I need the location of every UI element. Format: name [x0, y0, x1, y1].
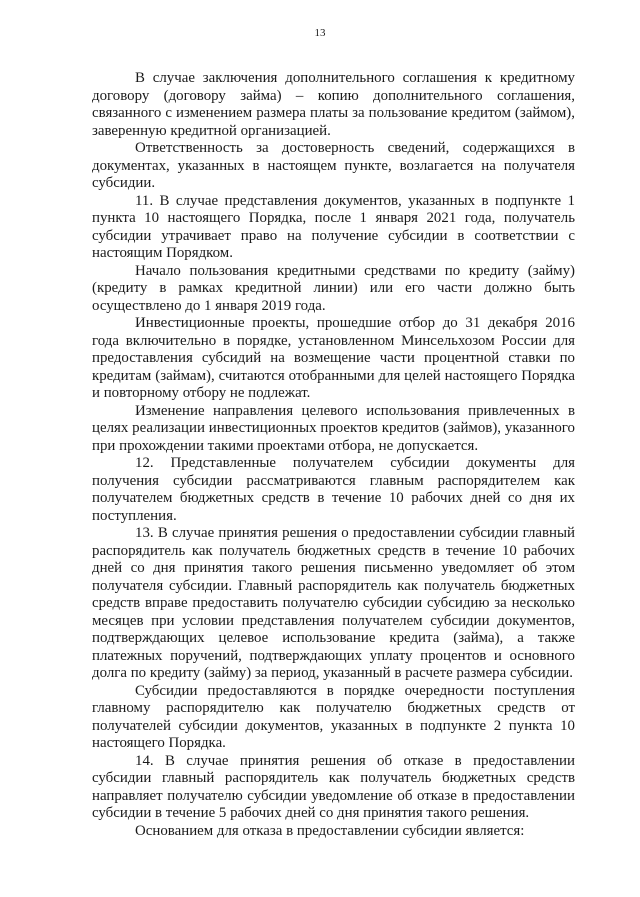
- paragraph: Начало пользования кредитными средствами по кредиту (займу) (кредиту в рамках кредитной линии) или его части должно быть осуществлено до 1 января 2019 года.: [92, 262, 575, 314]
- document-body: [92, 70, 575, 840]
- paragraph: Инвестиционные проекты, прошедшие отбор до 31 декабря 2016 года включительно в порядке, установленном Минсельхозом России для предоставления субсидий на возмещение части процентной ставки по кредитам (займам), считаются отобранными для целей настоящего Порядка и повторному отбору не подлежат.: [92, 315, 575, 401]
- paragraph: Субсидии предоставляются в порядке очередности поступления главному распорядителю как получателю бюджетных средств от получателей субсидии документов, указанных в подпункте 2 пункта 10 настоящего Порядка.: [92, 682, 575, 751]
- page-number: 13: [314, 27, 326, 39]
- paragraph: 13. В случае принятия решения о предоставлении субсидии главный распорядитель как получатель бюджетных средств в течение 10 рабочих дней со дня принятия такого решения письменно уведомляет об этом получателя субсидии. Главный распорядитель как получатель бюджетных средств вправе предоставить получателю субсидии субсидию за несколько месяцев при условии представления получателем субсидии документов, подтверждающих целевое использование кредита (займа), а также платежных поручений, подтверждающих уплату процентов и основного долга по кредиту (займу) за период, указанный в расчете размера субсидии.: [92, 525, 575, 681]
- paragraph: 11. В случае представления документов, указанных в подпункте 1 пункта 10 настоящего Порядка, после 1 января 2021 года, получатель субсидии утрачивает право на получение субсидии в соответствии с настоящим Порядком.: [92, 192, 575, 261]
- paragraph: Изменение направления целевого использования привлеченных в целях реализации инвестиционных проектов кредитов (займов), указанного при прохождении такими проектами отбора, не допускается.: [92, 402, 575, 454]
- paragraph: Ответственность за достоверность сведений, содержащихся в документах, указанных в настоящем пункте, возлагается на получателя субсидии.: [92, 140, 575, 191]
- paragraph: 14. В случае принятия решения об отказе в предоставлении субсидии главный распорядитель как получатель бюджетных средств направляет получателю субсидии уведомление об отказе в предоставлении субсидии в течение 5 рабочих дней со дня принятия такого решения.: [92, 752, 575, 821]
- paragraph: Основанием для отказа в предоставлении субсидии является:: [135, 822, 525, 839]
- paragraph: В случае заключения дополнительного соглашения к кредитному договору (договору займа) – копию дополнительного соглашения, связанного с изменением размера платы за пользование кредитом (займом), заверенную кредитной организацией.: [92, 70, 575, 139]
- paragraph: 12. Представленные получателем субсидии документы для получения субсидии рассматриваются главным распорядителем как получателем бюджетных средств в течение 10 рабочих дней со дня их поступления.: [92, 455, 575, 524]
